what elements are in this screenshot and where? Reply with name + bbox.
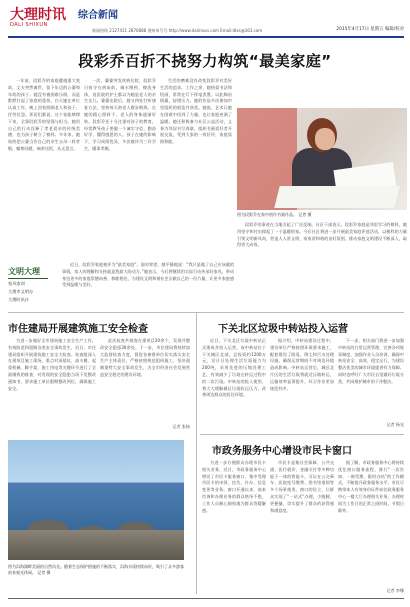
article1-column-1	[8, 78, 80, 258]
article2-column-2	[100, 338, 190, 426]
article1-paragraph: 段彩乔的事迹在当地引起了广泛反响。社区干部表示，段彩乔家庭是邻里学习的榜样，她用坚守和付出撑起了一个温暖的家。今后社区将进一步开展最美家庭评选活动，以榜样的力量引领文明新风尚，营造人人讲文明、家家讲和谐的良好氛围，推动家庭文明建设不断深入，取得更大成效。	[237, 222, 407, 248]
artist-photo-caption: 图为段彩乔在家中创作书画作品。 记者 摄	[237, 212, 312, 217]
article2-paragraph: 此次检查共排查在建项目20余个，发现并整改安全隐患30余处。下一步，市住建局将持续加大监督检查力度，督促各参建单位切实落实安全生产主体责任，严格按照规范组织施工，坚决遏制重特大安全事故发生，为全市经济社会发展营造安全稳定的建设环境。	[100, 338, 190, 377]
article1-column-3	[160, 78, 232, 258]
lake-photo	[8, 440, 184, 560]
article3-column-1	[202, 338, 266, 428]
artist-photo	[237, 108, 407, 210]
masthead-contact-line: 新闻热线 2127411 2870888 理州单号号 http://www.dalirixun.com Email:dlxs@163.com	[92, 28, 263, 33]
article1-paragraph: 生活的磨难没有改变段彩乔对美好生活的追求。工作之余，她热爱书法和绘画，常常在灯下挥毫泼墨，以此陶冶情操，舒缓压力。她的作品多次参加市里组织的展览并获奖。她说，艺术让她在困难中找到了力量，也让家庭充满了温暖。她还积极参与社区公益活动，义务为邻居书写春联，组织书画爱好者开展交流，受到大家的一致好评，家庭氛围和睦。	[160, 78, 232, 145]
article4-column-2	[270, 460, 334, 594]
article3-column-3	[338, 338, 404, 420]
article4-column-3	[338, 460, 404, 586]
newspaper-logo-latin: DALI SHIXUN	[10, 22, 48, 28]
column-logo-box	[8, 266, 58, 310]
masthead-date: 2015年4月17日 星期五 编辑/校对	[336, 27, 404, 32]
article3-headline: 下关北区垃圾中转站投入运营	[218, 324, 348, 335]
newspaper-logo: 大理时讯	[10, 7, 66, 23]
article3-column-2	[270, 338, 334, 428]
article2-byline: 记者 张杨	[172, 424, 190, 429]
section-name: 综合新闻	[78, 10, 118, 21]
article2-column-1	[8, 338, 96, 434]
masthead-rule	[8, 36, 404, 38]
article1-column-5	[237, 222, 407, 306]
main-headline: 段彩乔百折不挠努力构筑“最美家庭”	[78, 52, 332, 70]
article1-paragraph: 一年前，段彩乔的家庭遭遇重大变故，丈夫突然离世，留下年迈的公婆和年幼的孩子。她没有被困难压倒，而是默默扛起了家庭的重担。白天她在单位认真工作，晚上回家照顾老人和孩子，任劳任怨。邻居们都说，这个家能够撑下来，全靠段彩乔的坚强与担当。她用自己的行动诠释了孝老爱亲的传统美德，也为孩子树立了榜样。多年来，她始终把公婆当作自己的亲生父母一样孝敬，嘘寒问暖，端茶送饭，从无怨言。	[8, 78, 80, 151]
article3-byline: 记者 杨光	[386, 422, 404, 427]
section-divider	[200, 434, 404, 435]
lake-photo-caption: 图为洱海湖畔美丽的自然风光。随着生态保护措施的不断落实，洱海水质持续向好，吸引了众多游客前来观光休闲。 记者 摄	[8, 564, 184, 576]
article1-column-2	[84, 78, 156, 258]
column-subtitle: 家风家训	[8, 281, 25, 286]
column-title: 文明大理	[8, 266, 40, 276]
article4-column-1	[202, 460, 266, 594]
article2-paragraph: 为进一步做好全市建筑施工安全生产工作，有效防范和遏制各类安全事故发生，近日，市住建局组织开展建筑施工安全大检查。检查组深入在建项目施工现场，重点对深基坑、高支模、起重机械、脚手架、施工用电等关键环节进行了全面细致的排查，对发现的安全隐患当场下发整改通知书，要求施工单位限期整改到位，确保施工安全。	[8, 338, 96, 391]
masthead	[0, 0, 410, 38]
footer-rule	[8, 598, 404, 599]
column-divider	[196, 312, 197, 594]
article4-byline: 记者 李娜	[386, 588, 404, 593]
article4-headline: 市政务服务中心增设市民卡窗口	[212, 446, 352, 457]
article4-paragraph: 市民卡是集社会保障、公共交通、医疗就诊、金融支付等多种功能于一体的智能卡，可以在公交乘车、医院挂号缴费、图书馆借阅等多个场景使用。窗口的设立，让群众实现了“一站式”办理，少跑腿、更便捷，切实提升了群众的获得感和满意度。	[270, 460, 334, 513]
article3-paragraph: 近日，下关北区垃圾中转站正式建成并投入运营。该中转站位于下关城区北部，总投资约1200万元，设计日处理生活垃圾能力为200吨，采用先进的压缩处理工艺，有效减少了垃圾在转运过程中的二次污染。中转站的投入使用，将大大缓解城区垃圾收运压力，改善周边群众的居住环境。	[202, 338, 266, 398]
article4-paragraph: 为进一步方便群众办理市民卡相关业务，近日，市政务服务中心增设了市民卡服务窗口，集中受理市民卡的申领、挂失、补办、信息变更等业务。窗口开通以来，前来咨询和办理业务的群众络绎不绝，工作人员耐心细致地为群众答疑解惑。	[202, 460, 266, 513]
article3-paragraph: 下一步，相关部门将进一步加强中转站的日常运营管理，完善各项规章制度，加强作业人员培训，确保中转站安全、高效、稳定运行，为建设整洁优美的城市环境提供有力保障。同时也呼吁广大市民自觉做好垃圾分类，共同维护城市的干净整洁。	[338, 338, 404, 384]
section-divider	[8, 312, 404, 313]
article2-headline: 市住建局开展建筑施工安全检查	[8, 324, 148, 335]
article4-paragraph: 据了解，市政务服务中心将持续优化窗口服务流程，推行“一次告知、一窗受理、限时办结”的工作模式，不断提升政务服务水平。市民可携带本人有效身份证件前往政务服务中心一楼大厅办理相关业务，办理时间为工作日的正常上班时间，节假日除外。	[338, 460, 404, 513]
column-sponsor: 大理时讯社	[8, 297, 29, 302]
article1-column-4	[62, 262, 234, 306]
article1-paragraph: 一次，婆婆突发疾病住院，段彩乔日夜守在病床前，端水喂药，擦洗身体，连医院的护士都以为她是老人的亲生女儿。婆婆出院后，她又四处打听康复方法，坚持每天陪老人散步锻炼。在她的精心照料下，老人的身体逐渐好转。段彩乔还十分注重对孩子的教育，经常教导孩子要做一个诚实守信、勤奋好学、懂得感恩的人。孩子在她的影响下，学习成绩优异，多次被评为三好学生，懂事孝顺。	[84, 78, 156, 151]
column-title-rule	[8, 278, 48, 279]
article1-paragraph: 近日，段彩乔家庭被评为“最美家庭”。面对荣誉，她平静地说：“我只是做了自己应该做的事情，家人的理解和支持就是我最大的动力。”她表示，今后将继续用实际行动传承好家风，带动身边更多的家庭崇德向善、和睦相处，为建设文明和谐社会贡献自己的一份力量，让更多家庭感受到温暖与美好。	[62, 262, 234, 288]
article3-paragraph: 据介绍，中转站建设过程中，建设单位严格按照环保要求施工，配套建设了除臭、降尘和污水处理设施，确保运营期间不对周边环境造成影响。中转站运营后，城区北片区的生活垃圾将就近压缩转运，运输效率显著提升，环卫作业更加规范有序。	[270, 338, 334, 391]
column-sponsor: 大理市文明办	[8, 289, 34, 294]
